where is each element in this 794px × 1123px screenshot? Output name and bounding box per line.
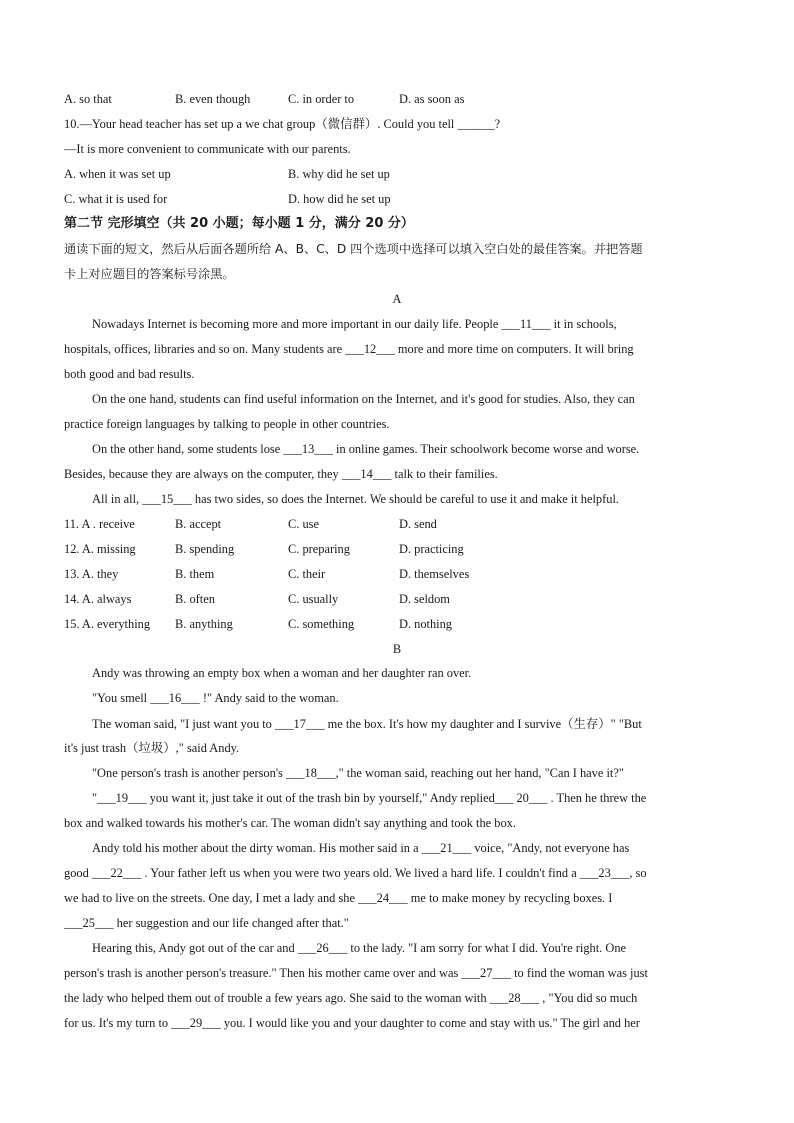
- passage-a-label: A: [392, 292, 402, 306]
- q9-option-a: A. so that: [64, 92, 112, 106]
- q11-option-a: 11. A . receive: [64, 517, 135, 531]
- q13-option-a: 13. A. they: [64, 567, 119, 581]
- q14-option-d: D. seldom: [399, 592, 450, 606]
- q10-blank: ______: [457, 117, 495, 131]
- passage-b-line: "One person's trash is another person's ___18___," the woman said, reaching out her hand, "Can I have it?": [92, 766, 624, 780]
- q11-option-d: D. send: [399, 517, 437, 531]
- passage-b-line: The woman said, "I just want you to ___17___ me the box. It's how my daughter and I survive（生存）" "But: [92, 717, 642, 731]
- q12-option-b: B. spending: [175, 542, 235, 556]
- q11-option-b: B. accept: [175, 517, 222, 531]
- q15-option-d: D. nothing: [399, 617, 453, 631]
- q9-option-b: B. even though: [175, 92, 251, 106]
- passage-a-line: Besides, because they are always on the computer, they ___14___ talk to their families.: [64, 467, 498, 481]
- passage-b-line: "___19___ you want it, just take it out of the trash bin by yourself," Andy replied___ 20___ . Then he threw the: [92, 791, 647, 805]
- passage-b-line: ___25___ her suggestion and our life changed after that.": [64, 916, 349, 930]
- passage-b-label: B: [392, 642, 402, 656]
- passage-b-line: the lady who helped them out of trouble a few years ago. She said to the woman with ___28___ , "You did so much: [64, 991, 638, 1005]
- q15-option-c: C. something: [288, 617, 355, 631]
- section-heading: 第二节 完形填空（共 20 小题；每小题 1 分，满分 20 分）: [64, 216, 414, 231]
- q13-option-d: D. themselves: [399, 567, 470, 581]
- passage-a-line: On the other hand, some students lose ___13___ in online games. Their schoolwork become worse and worse.: [92, 442, 640, 456]
- passage-b-line: Andy told his mother about the dirty woman. His mother said in a ___21___ voice, "Andy, not everyone has: [92, 841, 630, 855]
- q14-option-a: 14. A. always: [64, 592, 132, 606]
- passage-a-line: All in all, ___15___ has two sides, so does the Internet. We should be careful to use it and make it helpful.: [92, 492, 619, 506]
- q15-option-a: 15. A. everything: [64, 617, 151, 631]
- q12-option-a: 12. A. missing: [64, 542, 136, 556]
- q13-option-c: C. their: [288, 567, 326, 581]
- q10-stem: 10.—Your head teacher has set up a we chat group（微信群）. Could you tell ______?: [64, 117, 501, 131]
- passage-a-line: practice foreign languages by talking to people in other countries.: [64, 417, 390, 431]
- q9-option-d: D. as soon as: [399, 92, 465, 106]
- q9-option-c: C. in order to: [288, 92, 355, 106]
- passage-b-line: Hearing this, Andy got out of the car and ___26___ to the lady. "I am sorry for what I did. You're right. One: [92, 941, 627, 955]
- passage-a-line: On the one hand, students can find useful information on the Internet, and it's good for studies. Also, they can: [92, 392, 635, 406]
- section-instructions-line1: 通读下面的短文，然后从后面各题所给 A、B、C、D 四个选项中选择可以填入空白处的最佳答案。并把答题: [64, 242, 643, 256]
- q10-option-c: C. what it is used for: [64, 192, 168, 206]
- q10-response: —It is more convenient to communicate with our parents.: [64, 142, 351, 156]
- q10-option-d: D. how did he set up: [288, 192, 391, 206]
- passage-a-line: both good and bad results.: [64, 367, 195, 381]
- passage-b-line: for us. It's my turn to ___29___ you. I would like you and your daughter to come and stay with us." The girl and her: [64, 1016, 640, 1030]
- q14-option-b: B. often: [175, 592, 215, 606]
- q12-option-c: C. preparing: [288, 542, 350, 556]
- q10-option-a: A. when it was set up: [64, 167, 171, 181]
- passage-b-line: box and walked towards his mother's car. The woman didn't say anything and took the box.: [64, 816, 516, 830]
- passage-b-line: good ___22___ . Your father left us when you were two years old. We lived a hard life. I couldn't find a ___23___, so: [64, 866, 647, 880]
- q12-option-d: D. practicing: [399, 542, 464, 556]
- section-instructions-line2: 卡上对应题目的答案标号涂黑。: [64, 267, 235, 281]
- q10-option-b: B. why did he set up: [288, 167, 390, 181]
- q13-option-b: B. them: [175, 567, 215, 581]
- passage-b-line: we had to live on the streets. One day, I met a lady and she ___24___ me to make money by recycling boxes. I: [64, 891, 613, 905]
- passage-b-line: "You smell ___16___ !" Andy said to the woman.: [92, 691, 339, 705]
- q15-option-b: B. anything: [175, 617, 233, 631]
- passage-b-line: person's trash is another person's treasure." Then his mother came over and was ___27___ to find the woman was just: [64, 966, 648, 980]
- passage-b-line: it's just trash（垃圾）," said Andy.: [64, 741, 240, 755]
- passage-a-line: hospitals, offices, libraries and so on. Many students are ___12___ more and more time on computers. It will bring: [64, 342, 634, 356]
- q14-option-c: C. usually: [288, 592, 339, 606]
- passage-a-line: Nowadays Internet is becoming more and more important in our daily life. People ___11___ it in schools,: [92, 317, 617, 331]
- passage-b-line: Andy was throwing an empty box when a woman and her daughter ran over.: [92, 666, 472, 680]
- q11-option-c: C. use: [288, 517, 319, 531]
